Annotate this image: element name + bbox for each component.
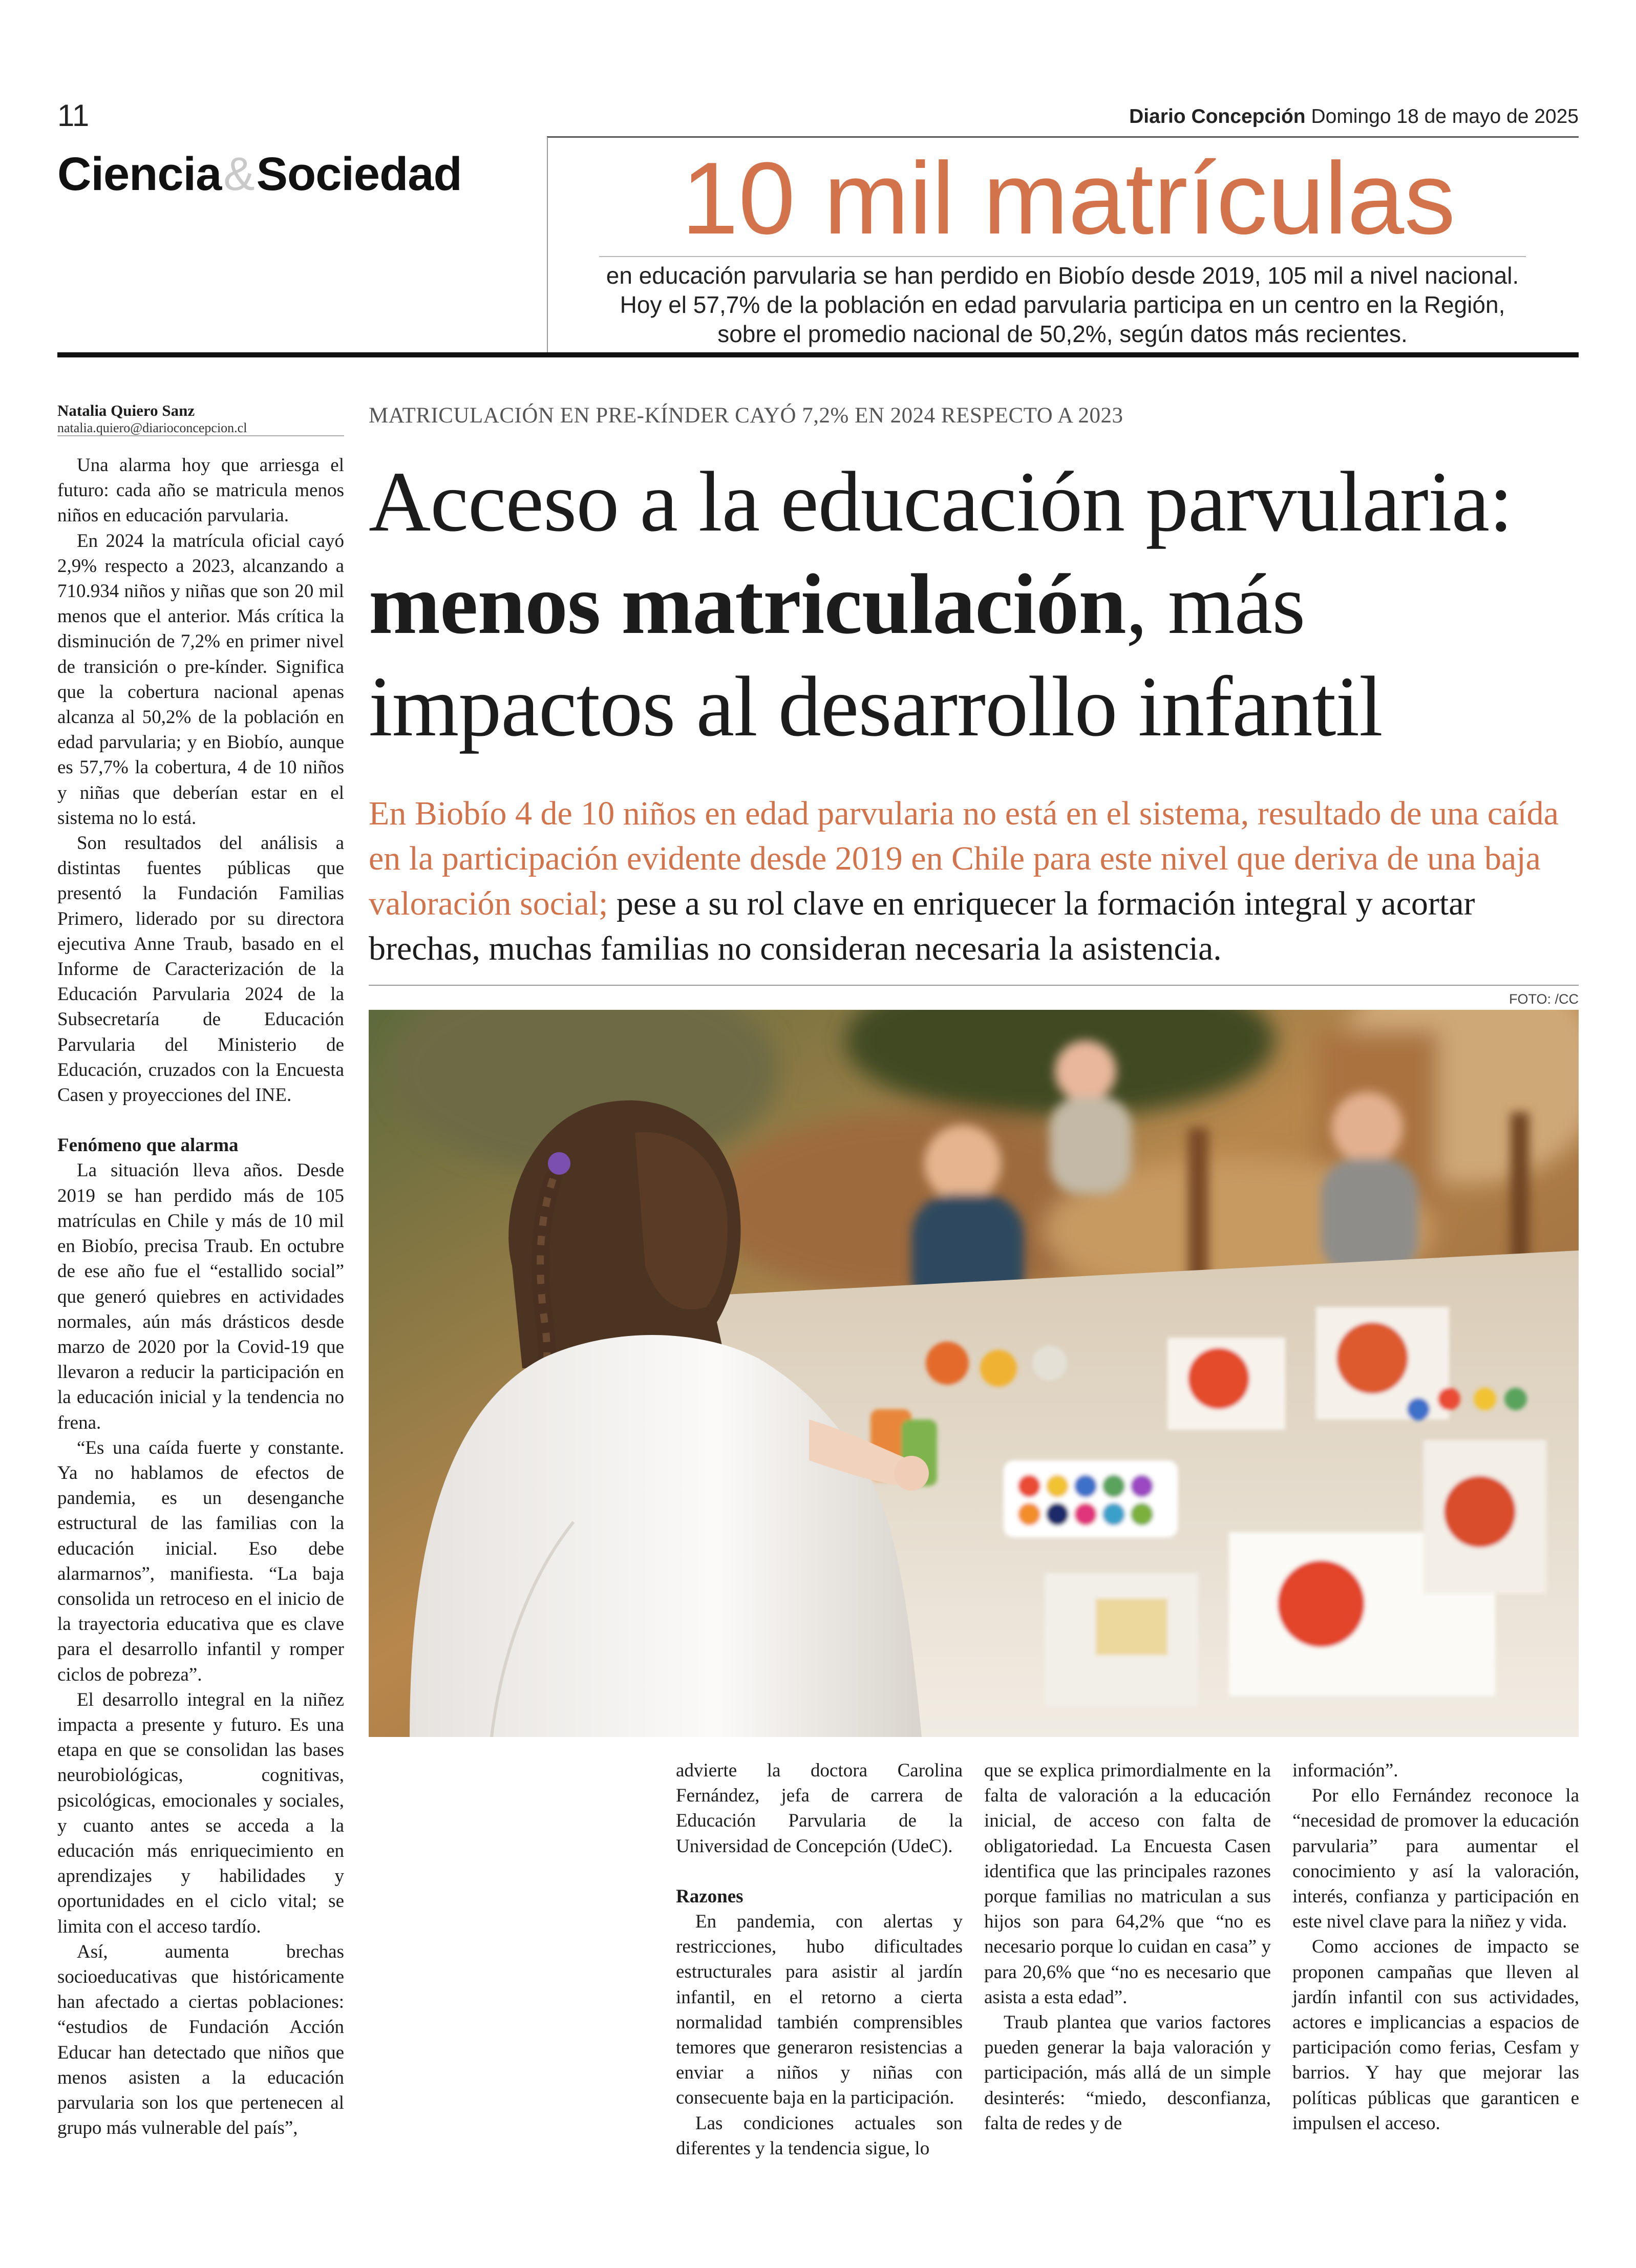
paragraph: En pandemia, con alertas y restricciones, hubo dificultades estructurales para asistir al jardín infantil, en el retorno a cierta normalidad también comprensibles temores que generaron resistencias a enviar a niños y niñas con consecuente baja en la participación.	[676, 1911, 963, 2109]
article-photo	[369, 1010, 1579, 1737]
paragraph-gap	[57, 1108, 344, 1133]
subheading: Fenómeno que alarma	[57, 1135, 239, 1156]
paragraph: información”.	[1292, 1760, 1398, 1781]
paragraph: que se explica primordialmente en la falta de valoración a la educación inicial, de acceso con falta de obligatoriedad. La Encuesta Casen identifica que las principales razones porque familias no matriculan a sus hijos son para 64,2% que “no es necesario porque lo cuidan en casa” y para 20,6% que “no es necesario que asista a esta edad”.	[984, 1760, 1271, 2008]
headline-part1: Acceso a la educación parvularia:	[369, 454, 1513, 549]
byline	[57, 401, 344, 436]
deck	[369, 791, 1587, 971]
header-bottom-rule	[57, 352, 1579, 357]
byline-author: Natalia Quiero Sanz	[57, 401, 195, 419]
paragraph: Como acciones de impacto se proponen campañas que lleven al jardín infantil con sus actividades, actores e implicancias a espacios de participación como ferias, Cesfam y barrios. Y hay que mejorar las políticas públicas que garanticen e impulsen el acceso.	[1292, 1936, 1579, 2134]
classroom-photo	[369, 1010, 1579, 1737]
headline-part2: , más impactos al desarrollo infantil	[369, 557, 1383, 754]
header-divider	[547, 137, 548, 352]
byline-rule	[57, 435, 344, 436]
kicker-text: en educación parvularia se han perdido en Biobío desde 2019, 105 mil a nivel nacional. Hoy el 57,7% de la población en edad parvularia participa en un centro en la Región, sobre el promedio nacional de 50,2%, según datos más recientes.	[606, 262, 1519, 347]
subheading: Razones	[676, 1885, 743, 1907]
paragraph: En 2024 la matrícula oficial cayó 2,9% respecto a 2023, alcanzando a 710.934 niños y niñas que son 20 mil menos que el anterior. Más crítica la disminución de 7,2% en primer nivel de transición o pre-kínder. Significa que la cobertura nacional apenas alcanza al 50,2% de la población en edad parvularia; y en Biobío, aunque es 57,7% la cobertura, 4 de 10 niños y niñas que deberían estar en el sistema no lo está.	[57, 530, 344, 829]
body-column-2	[676, 1758, 963, 2161]
paragraph-gap	[676, 1859, 963, 1884]
paragraph: Por ello Fernández reconoce la “necesidad de promover la educación parvularia” para aumentar el conocimiento y así la valoración, interés, confianza y participación en este nivel clave para la niñez y vida.	[1292, 1785, 1579, 1933]
paragraph: Así, aumenta brechas socioeducativas que históricamente han afectado a ciertas poblaciones: “estudios de Fundación Acción Educar han detectado que niños que menos asisten a la educación parvularia son los que pertenecen al grupo más vulnerable del país”,	[57, 1941, 344, 2139]
headline-bold: menos matriculación	[369, 557, 1126, 652]
deck-accent: En Biobío 4 de 10 niños en edad parvularia no está en el sistema, resultado de una caída en la participación evidente desde 2019 en Chile para este nivel que deriva de una baja valoración social;	[369, 795, 1559, 922]
paragraph: Una alarma hoy que arriesga el futuro: cada año se matricula menos niños en educación parvularia.	[57, 455, 344, 526]
byline-email: natalia.quiero@diarioconcepcion.cl	[57, 420, 247, 435]
overline: MATRICULACIÓN EN PRE-KÍNDER CAYÓ 7,2% EN 2024 RESPECTO A 2023	[369, 404, 1123, 428]
paragraph: La situación lleva años. Desde 2019 se han perdido más de 105 matrículas en Chile y más de 10 mil en Biobío, precisa Traub. En octubre de ese año fue el “estallido social” que generó quiebres en actividades normales, aún más drásticos desde marzo de 2020 por la Covid-19 que llevaron a reducir la participación en la educación inicial y la tendencia no frena.	[57, 1160, 344, 1433]
paragraph: Son resultados del análisis a distintas fuentes públicas que presentó la Fundación Familias Primero, liderado por su directora ejecutiva Anne Traub, basado en el Informe de Caracterización de la Educación Parvularia 2024 de la Subsecretaría de Educación Parvularia del Ministerio de Educación, cruzados con la Encuesta Casen y proyecciones del INE.	[57, 833, 344, 1106]
section-logo-part1: Ciencia	[57, 148, 222, 200]
headline	[369, 451, 1587, 758]
paragraph: advierte la doctora Carolina Fernández, jefa de carrera de Educación Parvularia de la Universidad de Concepción (UdeC).	[676, 1760, 963, 1857]
body-column-3	[984, 1758, 1271, 2136]
paragraph: Las condiciones actuales son diferentes y la tendencia sigue, lo	[676, 2112, 963, 2159]
paragraph: El desarrollo integral en la niñez impacta a presente y futuro. Es una etapa en que se consolidan las bases neurobiológicas, cognitivas, psicológicas, emocionales y sociales, y cuanto antes se acceda a la educación más enriquecimiento en aprendizajes y habilidades y oportunidades en el ciclo vital; se limita con el acceso tardío.	[57, 1689, 344, 1937]
section-logo-part2: Sociedad	[256, 148, 462, 200]
newspaper-name: Diario Concepción	[1129, 105, 1306, 128]
body-column-4	[1292, 1758, 1579, 2136]
section-logo-ampersand: &	[223, 148, 254, 200]
section-logo	[57, 149, 462, 200]
paragraph: Traub plantea que varios factores pueden generar la baja valoración y participación, más allá de un simple desinterés: “miedo, desconfianza, falta de redes y de	[984, 2012, 1271, 2134]
issue-date: Domingo 18 de mayo de 2025	[1311, 105, 1579, 128]
masthead	[1129, 107, 1579, 126]
body-column-1	[57, 453, 344, 2140]
deck-rule	[369, 985, 1579, 986]
kicker-rule	[599, 256, 1526, 257]
photo-credit: FOTO: /CC	[1508, 991, 1579, 1007]
kicker-number: 10 mil matrículas	[681, 141, 1456, 256]
page-number: 11	[57, 98, 90, 133]
deck-rest: pese a su rol clave en enriquecer la formación integral y acortar brechas, muchas familias no consideran necesaria la asistencia.	[369, 885, 1475, 967]
paragraph: “Es una caída fuerte y constante. Ya no hablamos de efectos de pandemia, es un desenganche estructural de las familias con la educación inicial. Eso debe alarmarnos”, manifiesta. “La baja consolida un retroceso en el inicio de la trayectoria educativa que es clave para el desarrollo infantil y romper ciclos de pobreza”.	[57, 1437, 344, 1685]
